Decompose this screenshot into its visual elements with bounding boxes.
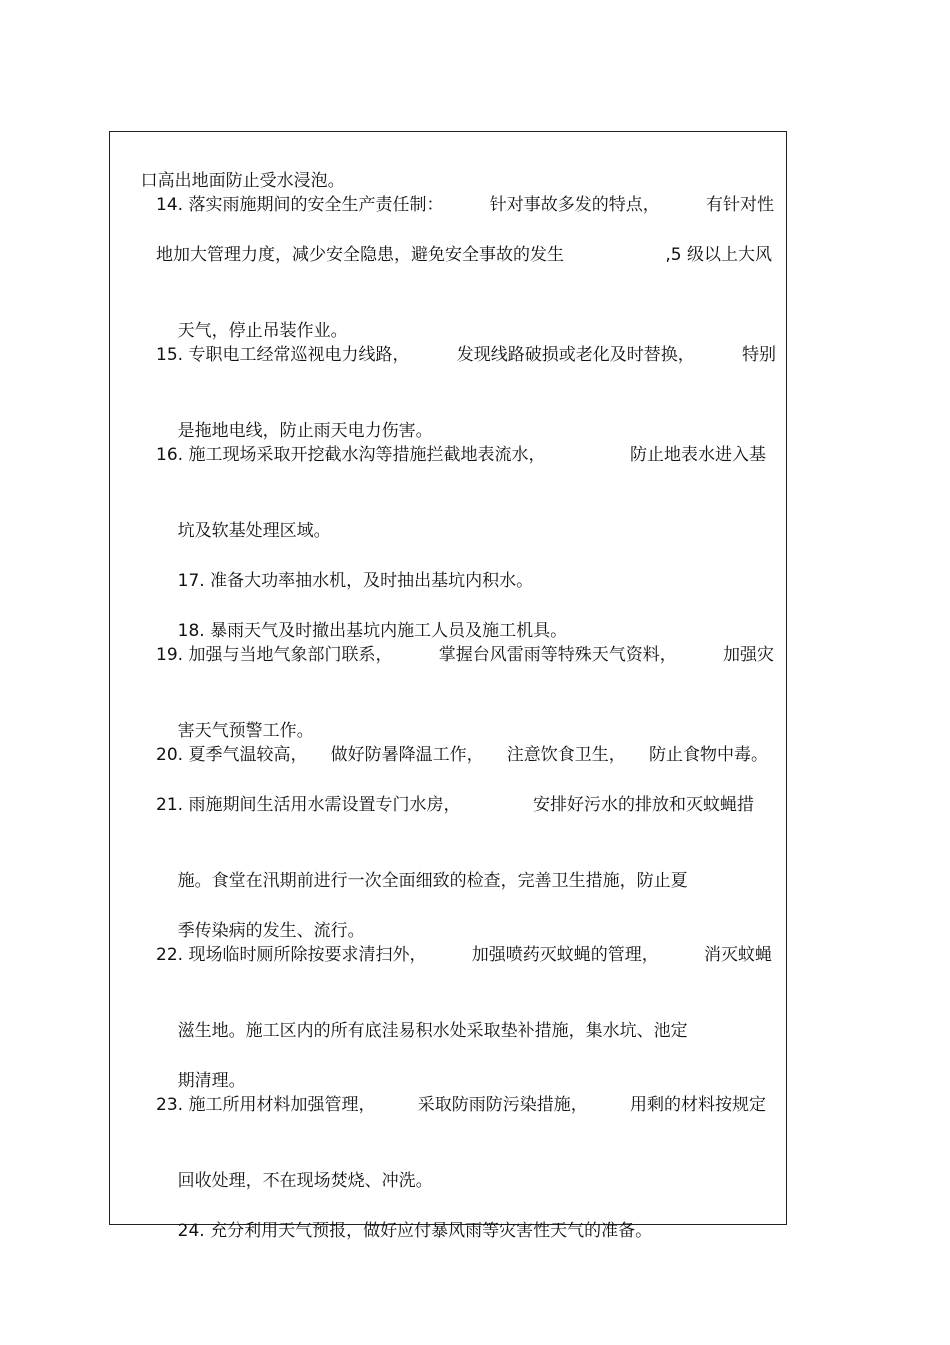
text-run: 季传染病的发生、流行。 bbox=[177, 921, 365, 941]
text-run: 21. 雨施期间生活用水需设置专门水房， bbox=[156, 795, 461, 815]
text-run: 24. 充分利用天气预报，做好应付暴风雨等灾害性天气的准备。 bbox=[177, 1221, 653, 1241]
text-line bbox=[156, 292, 786, 341]
text-run: 22. 现场临时厕所除按要求清扫外， bbox=[156, 945, 427, 965]
text-run: 掌握台风雷雨等特殊天气资料， bbox=[438, 645, 677, 665]
text-run: 防止食物中毒。 bbox=[648, 745, 768, 765]
text-run: 滋生地。施工区内的所有底洼易积水处采取垫补措施，集水坑、池定 bbox=[177, 1021, 688, 1041]
text-run: 23. 施工所用材料加强管理， bbox=[156, 1095, 376, 1115]
text-run: 安排好污水的排放和灭蚊蝇措 bbox=[533, 795, 754, 815]
text-line bbox=[156, 1042, 786, 1091]
text-line bbox=[156, 942, 772, 968]
text-run: 害天气预警工作。 bbox=[177, 721, 314, 741]
text-line bbox=[119, 142, 786, 191]
text-run: 18. 暴雨天气及时撤出基坑内施工人员及施工机具。 bbox=[177, 621, 568, 641]
text-run: 14. 落实雨施期间的安全生产责任制： bbox=[156, 195, 444, 215]
text-run: 20. 夏季气温较高， bbox=[156, 745, 308, 765]
text-run: 做好防暑降温工作， bbox=[330, 745, 484, 765]
text-run: 消灭蚊蝇 bbox=[703, 945, 772, 965]
text-run: 19. 加强与当地气象部门联系， bbox=[156, 645, 393, 665]
text-run: 针对事故多发的特点， bbox=[489, 195, 660, 215]
text-run: 是拖地电线，防止雨天电力伤害。 bbox=[177, 421, 433, 441]
text-line bbox=[156, 992, 786, 1041]
document-frame bbox=[109, 131, 787, 1241]
text-run: 天气，停止吊装作业。 bbox=[177, 321, 348, 341]
text-line bbox=[156, 242, 772, 268]
text-line bbox=[156, 842, 786, 891]
text-run: 加强喷药灭蚊蝇的管理， bbox=[471, 945, 659, 965]
text-run: 加强灾 bbox=[722, 645, 774, 665]
text-run: 有针对性 bbox=[705, 195, 774, 215]
text-line bbox=[156, 1192, 786, 1241]
text-run: 口高出地面防止受水浸泡。 bbox=[140, 171, 345, 191]
text-run: ,5 级以上大风 bbox=[665, 245, 772, 265]
text-line bbox=[156, 742, 768, 768]
text-run: 16. 施工现场采取开挖截水沟等措施拦截地表流水， bbox=[156, 445, 546, 465]
text-run: 回收处理，不在现场焚烧、冲洗。 bbox=[177, 1171, 433, 1191]
text-run: 坑及软基处理区域。 bbox=[177, 521, 331, 541]
text-run: 防止地表水进入基 bbox=[630, 445, 766, 465]
text-line bbox=[156, 192, 774, 218]
text-run: 用剩的材料按规定 bbox=[629, 1095, 766, 1115]
text-run: 注意饮食卫生， bbox=[506, 745, 626, 765]
text-run: 15. 专职电工经常巡视电力线路， bbox=[156, 345, 410, 365]
text-line bbox=[156, 1142, 786, 1191]
text-run: 施。食堂在汛期前进行一次全面细致的检查，完善卫生措施，防止夏 bbox=[177, 871, 688, 891]
text-line bbox=[156, 642, 774, 668]
text-line bbox=[156, 892, 786, 941]
text-run: 发现线路破损或老化及时替换， bbox=[456, 345, 695, 365]
text-line bbox=[156, 592, 786, 641]
text-line bbox=[156, 542, 786, 591]
text-line bbox=[156, 442, 766, 468]
text-run: 17. 准备大功率抽水机，及时抽出基坑内积水。 bbox=[177, 571, 534, 591]
text-line bbox=[156, 792, 754, 818]
text-run: 期清理。 bbox=[177, 1071, 246, 1091]
text-line bbox=[156, 692, 786, 741]
text-run: 特别 bbox=[741, 345, 776, 365]
text-line bbox=[156, 1092, 766, 1118]
text-run: 地加大管理力度，减少安全隐患，避免安全事故的发生 bbox=[156, 245, 564, 265]
text-line bbox=[156, 342, 776, 368]
text-line bbox=[156, 392, 786, 441]
text-line bbox=[156, 492, 786, 541]
text-run: 采取防雨防污染措施， bbox=[417, 1095, 588, 1115]
